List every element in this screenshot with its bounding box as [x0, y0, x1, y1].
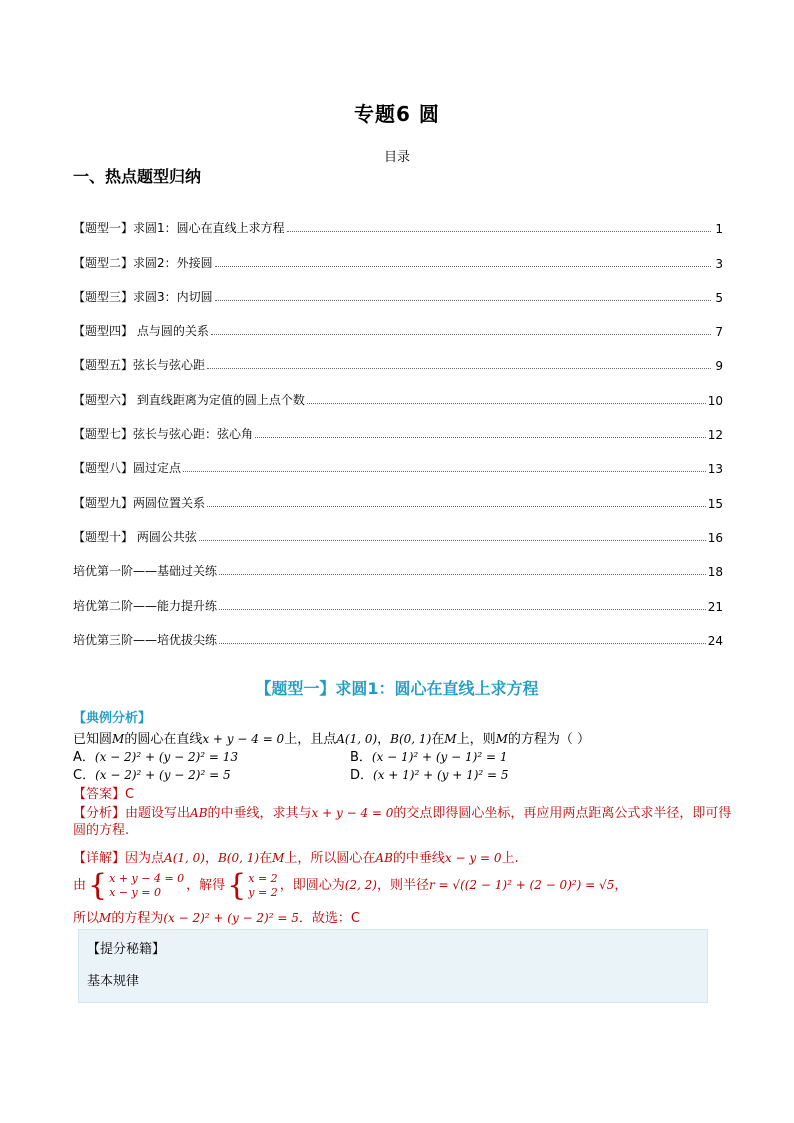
toc-entry-page: 1: [715, 222, 723, 237]
toc-entry-page: 21: [707, 599, 723, 614]
toc-leader-dots: [215, 300, 711, 301]
toc-entry-page: 15: [707, 496, 723, 511]
toc-leader-dots: [211, 334, 711, 335]
toc-entry[interactable]: [73, 339, 723, 373]
toc-leader-dots: [207, 368, 711, 369]
options-row-1: [73, 749, 733, 766]
options-row-2: [73, 767, 733, 784]
toc-entry[interactable]: [73, 202, 723, 236]
toc-entry-page: 13: [707, 462, 723, 477]
analysis-text: 【分析】由题设写出AB的中垂线，求其与x + y − 4 = 0的交点即得圆心坐标，再应用两点距离公式求半径，即可得圆的方程.: [73, 806, 732, 838]
toc-entry-label: 【题型七】弦长与弦心距：弦心角: [73, 427, 254, 442]
detail-line-3: 所以M的方程为(x − 2)² + (y − 2)² = 5．故选：C: [73, 911, 360, 926]
equation-system-2: { x = 2 y = 2: [227, 867, 278, 903]
toc-entry[interactable]: [73, 511, 723, 545]
answer-line: 【答案】C: [73, 787, 135, 802]
toc-entry-page: 12: [707, 428, 723, 443]
equation-system-1: { x + y − 4 = 0 x − y = 0: [88, 867, 185, 903]
toc-leader-dots: [219, 574, 706, 575]
tip-body: 基本规律: [87, 974, 140, 989]
toc-leader-dots: [207, 506, 706, 507]
toc-entry-page: 9: [715, 359, 723, 374]
toc-entry-label: 【题型十】 两圆公共弦: [73, 529, 197, 544]
detail-line-2: 由 { x + y − 4 = 0 x − y = 0 ，解得 { x = 2 y = 2 ，即圆心为(2, 2)，则半径r = √((2 − 1)² + (2 − 0)²) = √5，: [73, 867, 628, 903]
toc-entry-label: 【题型一】求圆1：圆心在直线上求方程: [73, 221, 285, 236]
toc-entry-page: 16: [707, 530, 723, 545]
toc-entry-page: 10: [707, 393, 723, 408]
toc-leader-dots: [219, 643, 706, 644]
toc-entry-label: 【题型四】 点与圆的关系: [73, 324, 209, 339]
table-of-contents: [73, 202, 723, 648]
toc-entry-label: 【题型八】圆过定点: [73, 461, 182, 476]
toc-entry-label: 【题型二】求圆2：外接圆: [73, 255, 213, 270]
toc-leader-dots: [183, 471, 706, 472]
toc-entry[interactable]: [73, 476, 723, 510]
toc-entry-label: 培优第二阶——能力提升练: [73, 598, 218, 613]
option-c[interactable]: C．(x − 2)² + (y − 2)² = 5: [73, 768, 231, 783]
toc-entry-page: 7: [715, 325, 723, 340]
toc-entry-page: 5: [715, 290, 723, 305]
toc-entry-label: 【题型六】 到直线距离为定值的圆上点个数: [73, 392, 305, 407]
toc-entry[interactable]: [73, 614, 723, 648]
tip-box: [78, 929, 708, 1003]
question-text: 已知圆M的圆心在直线x + y − 4 = 0上，且点A(1, 0)，B(0, 1)在M上，则M的方程为（ ）: [73, 732, 591, 747]
toc-leader-dots: [307, 403, 706, 404]
toc-entry-label: 【题型五】弦长与弦心距: [73, 358, 206, 373]
toc-entry-page: 3: [715, 256, 723, 271]
toc-leader-dots: [219, 609, 706, 610]
option-a[interactable]: A．(x − 2)² + (y − 2)² = 13: [73, 750, 239, 765]
toc-entry-label: 培优第三阶——培优拔尖练: [73, 632, 218, 647]
toc-entry[interactable]: [73, 579, 723, 613]
toc-leader-dots: [287, 231, 711, 232]
toc-leader-dots: [199, 540, 706, 541]
toc-entry[interactable]: [73, 305, 723, 339]
toc-leader-dots: [215, 266, 711, 267]
toc-label: 目录: [383, 150, 410, 165]
toc-leader-dots: [255, 437, 706, 438]
detail-line-1: 【详解】因为点A(1, 0)，B(0, 1)在M上，所以圆心在AB的中垂线x − y = 0上.: [73, 851, 519, 866]
option-b[interactable]: B．(x − 1)² + (y − 1)² = 1: [350, 750, 508, 765]
example-heading: 【题型一】求圆1：圆心在直线上求方程: [255, 679, 539, 698]
toc-entry[interactable]: [73, 236, 723, 270]
section-heading: 一、热点题型归纳: [73, 167, 202, 186]
toc-entry[interactable]: [73, 408, 723, 442]
tip-title: 【提分秘籍】: [87, 942, 166, 957]
toc-entry-page: 18: [707, 565, 723, 580]
toc-entry-page: 24: [707, 633, 723, 648]
option-d[interactable]: D．(x + 1)² + (y + 1)² = 5: [350, 768, 509, 783]
toc-entry[interactable]: [73, 271, 723, 305]
toc-entry-label: 【题型九】两圆位置关系: [73, 495, 206, 510]
toc-entry-label: 培优第一阶——基础过关练: [73, 564, 218, 579]
toc-entry[interactable]: [73, 442, 723, 476]
toc-entry[interactable]: [73, 545, 723, 579]
toc-entry-label: 【题型三】求圆3：内切圆: [73, 289, 213, 304]
typical-analysis-tag: 【典例分析】: [73, 711, 152, 726]
toc-entry[interactable]: [73, 373, 723, 407]
page-title: 专题6 圆: [354, 102, 440, 126]
